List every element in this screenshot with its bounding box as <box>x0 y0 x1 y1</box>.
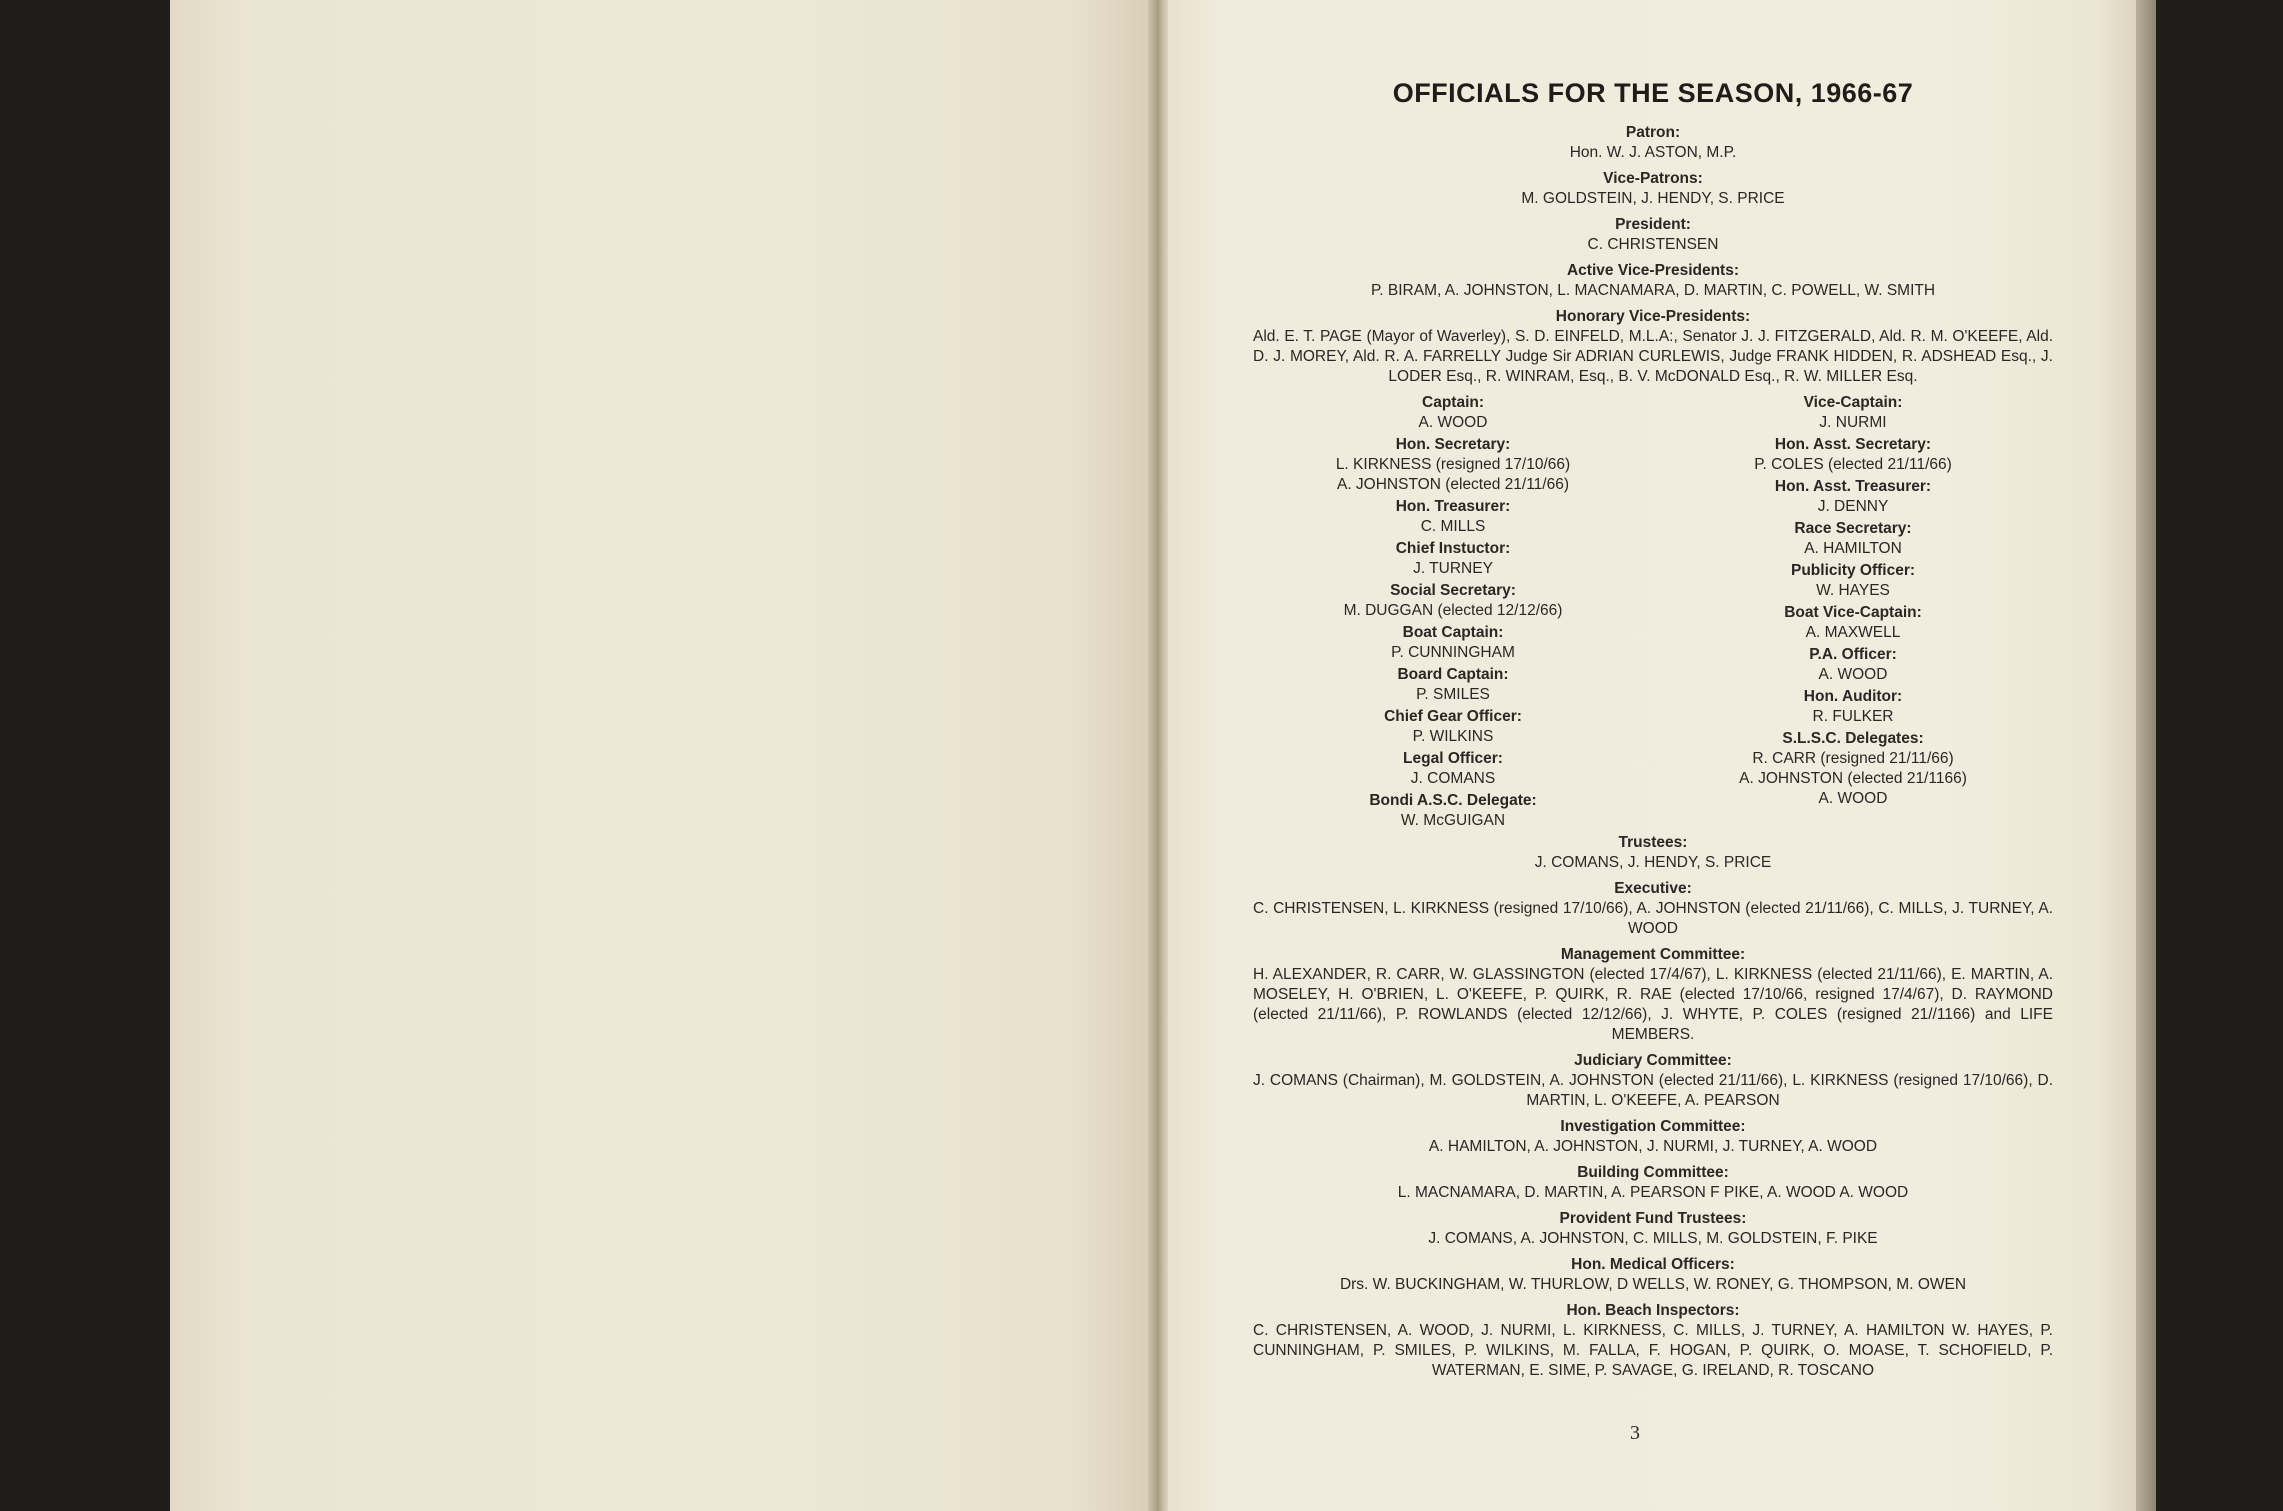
role-heading: Social Secretary: <box>1390 582 1516 599</box>
role-names: C. CHRISTENSEN <box>1587 236 1719 253</box>
role-names: J. COMANS, A. JOHNSTON, C. MILLS, M. GOLDSTEIN, F. PIKE <box>1428 1230 1878 1247</box>
role-heading: Race Secretary: <box>1794 520 1912 537</box>
role-name: A. JOHNSTON (elected 21/11/66) <box>1336 476 1570 493</box>
role-name: R. FULKER <box>1812 708 1894 725</box>
officer-section <box>1253 879 2053 939</box>
officer-section <box>1253 393 1653 433</box>
role-heading: S.L.S.C. Delegates: <box>1782 730 1924 747</box>
role-name: M. DUGGAN (elected 12/12/66) <box>1343 602 1563 619</box>
officer-section <box>1253 539 1653 579</box>
officer-section <box>1653 393 2053 433</box>
officer-section <box>1253 581 1653 621</box>
role-heading: Management Committee: <box>1560 946 1746 963</box>
role-heading: Hon. Asst. Secretary: <box>1774 436 1932 453</box>
officer-section <box>1653 561 2053 601</box>
role-heading: Hon. Medical Officers: <box>1571 1256 1735 1273</box>
role-names: L. MACNAMARA, D. MARTIN, A. PEARSON F PIKE, A. WOOD A. WOOD <box>1397 1184 1909 1201</box>
role-heading: Captain: <box>1422 394 1484 411</box>
role-names: Hon. W. J. ASTON, M.P. <box>1569 144 1737 161</box>
page-title: OFFICIALS FOR THE SEASON, 1966-67 <box>1392 78 1914 108</box>
role-names: M. GOLDSTEIN, J. HENDY, S. PRICE <box>1521 190 1785 207</box>
spacer <box>1253 1381 2053 1387</box>
officer-section <box>1653 729 2053 809</box>
role-names: A. HAMILTON, A. JOHNSTON, J. NURMI, J. TURNEY, A. WOOD <box>1428 1138 1878 1155</box>
officer-section <box>1253 665 1653 705</box>
role-name: J. DENNY <box>1817 498 1889 515</box>
role-name: A. WOOD <box>1818 790 1888 807</box>
role-heading: Executive: <box>1614 880 1692 897</box>
role-name: P. COLES (elected 21/11/66) <box>1754 456 1952 473</box>
officer-section <box>1253 169 2053 209</box>
spacer <box>1653 809 2053 811</box>
role-heading: P.A. Officer: <box>1809 646 1897 663</box>
officer-section <box>1253 623 1653 663</box>
officer-section <box>1253 1301 2053 1381</box>
role-name: P. WILKINS <box>1412 728 1494 745</box>
page-number: 3 <box>1630 1422 1640 1444</box>
bottom-sections <box>1253 833 2053 1387</box>
officer-section <box>1253 215 2053 255</box>
officer-section <box>1653 603 2053 643</box>
role-heading: Chief Gear Officer: <box>1384 708 1522 725</box>
role-heading: Provident Fund Trustees: <box>1559 1210 1747 1227</box>
book-gutter <box>1148 0 1170 1511</box>
officer-section <box>1253 1051 2053 1111</box>
page-edge <box>2136 0 2156 1511</box>
role-heading: Publicity Officer: <box>1790 562 1916 579</box>
role-name: C. MILLS <box>1420 518 1486 535</box>
role-heading: Hon. Treasurer: <box>1395 498 1511 515</box>
officer-section <box>1253 945 2053 1045</box>
role-heading: Hon. Asst. Treasurer: <box>1774 478 1932 495</box>
role-heading: Vice-Patrons: <box>1603 170 1703 187</box>
role-name: P. CUNNINGHAM <box>1391 644 1515 661</box>
role-name: R. CARR (resigned 21/11/66) <box>1752 750 1954 767</box>
officer-section <box>1253 261 2053 301</box>
role-heading: Board Captain: <box>1397 666 1509 683</box>
spacer <box>1253 831 1653 833</box>
role-name: W. McGUIGAN <box>1400 812 1506 829</box>
officer-section <box>1653 645 2053 685</box>
role-name: A. WOOD <box>1818 666 1888 683</box>
role-names: Drs. W. BUCKINGHAM, W. THURLOW, D WELLS, W. RONEY, G. THOMPSON, M. OWEN <box>1339 1276 1967 1293</box>
left-blank-page <box>170 0 1150 1511</box>
role-name: A. MAXWELL <box>1805 624 1901 641</box>
role-heading: Judiciary Committee: <box>1574 1052 1732 1069</box>
role-heading: Boat Vice-Captain: <box>1784 604 1922 621</box>
officer-section <box>1253 497 1653 537</box>
role-names: C. CHRISTENSEN, L. KIRKNESS (resigned 17/10/66), A. JOHNSTON (elected 21/11/66), C. MILLS, J. TURNEY, A. WOOD <box>1253 900 2053 937</box>
role-name: A. HAMILTON <box>1804 540 1902 557</box>
role-names: C. CHRISTENSEN, A. WOOD, J. NURMI, L. KIRKNESS, C. MILLS, J. TURNEY, A. HAMILTON W. HAYES, P. CUNNINGHAM, P. SMILES, P. WILKINS, M. FALLA, F. HOGAN, P. QUIRK, O. MOASE, T. SCHOFIELD, P. WATERMAN, E. SIME, P. SAVAGE, G. IRELAND, R. TOSCANO <box>1253 1322 2053 1379</box>
role-name: A. JOHNSTON (elected 21/1166) <box>1739 770 1967 787</box>
role-heading: Vice-Captain: <box>1803 394 1903 411</box>
role-name: J. NURMI <box>1819 414 1887 431</box>
role-heading: Hon. Auditor: <box>1803 688 1903 705</box>
role-heading: Legal Officer: <box>1403 750 1503 767</box>
officer-section <box>1253 1209 2053 1249</box>
officer-section <box>1653 477 2053 517</box>
role-heading: Bondi A.S.C. Delegate: <box>1369 792 1537 809</box>
officer-section <box>1653 687 2053 727</box>
officer-section <box>1253 707 1653 747</box>
role-heading: Building Committee: <box>1577 1164 1729 1181</box>
role-names: P. BIRAM, A. JOHNSTON, L. MACNAMARA, D. MARTIN, C. POWELL, W. SMITH <box>1370 282 1936 299</box>
role-name: L. KIRKNESS (resigned 17/10/66) <box>1335 456 1571 473</box>
role-name: W. HAYES <box>1816 582 1890 599</box>
role-name: P. SMILES <box>1416 686 1490 703</box>
role-heading: Active Vice-Presidents: <box>1566 262 1739 279</box>
role-heading: Trustees: <box>1618 834 1688 851</box>
role-heading: Hon. Beach Inspectors: <box>1566 1302 1740 1319</box>
right-officer-column <box>1653 393 2053 833</box>
role-name: J. COMANS <box>1410 770 1496 787</box>
officer-section <box>1653 519 2053 559</box>
role-heading: Boat Captain: <box>1402 624 1504 641</box>
role-names: J. COMANS (Chairman), M. GOLDSTEIN, A. JOHNSTON (elected 21/11/66), L. KIRKNESS (resigned 17/10/66), D. MARTIN, L. O'KEEFE, A. PEARSON <box>1253 1072 2053 1109</box>
left-officer-column <box>1253 393 1653 833</box>
officer-section <box>1653 435 2053 475</box>
officer-columns <box>1253 393 2053 833</box>
role-names: Ald. E. T. PAGE (Mayor of Waverley), S. D. EINFELD, M.L.A:, Senator J. J. FITZGERALD, Ald. R. M. O'KEEFE, Ald. D. J. MOREY, Ald. R. A. FARRELLY Judge Sir ADRIAN CURLEWIS, Judge FRANK HIDDEN, R. ADSHEAD Esq., J. LODER Esq., R. WINRAM, Esq., B. V. McDONALD Esq., R. W. MILLER Esq. <box>1253 328 2053 385</box>
role-heading: Hon. Secretary: <box>1395 436 1511 453</box>
role-heading: President: <box>1615 216 1691 233</box>
officer-section <box>1253 123 2053 163</box>
officer-section <box>1253 749 1653 789</box>
role-name: J. TURNEY <box>1413 560 1493 577</box>
role-heading: Patron: <box>1625 124 1681 141</box>
officer-section <box>1253 307 2053 387</box>
officials-list <box>1253 78 2053 1387</box>
role-name: A. WOOD <box>1418 414 1488 431</box>
role-heading: Honorary Vice-Presidents: <box>1555 308 1751 325</box>
role-heading: Chief Instuctor: <box>1395 540 1511 557</box>
role-heading: Investigation Committee: <box>1560 1118 1746 1135</box>
top-sections <box>1253 123 2053 393</box>
role-names: J. COMANS, J. HENDY, S. PRICE <box>1534 854 1772 871</box>
officer-section <box>1253 1117 2053 1157</box>
officer-section <box>1253 435 1653 495</box>
role-names: H. ALEXANDER, R. CARR, W. GLASSINGTON (elected 17/4/67), L. KIRKNESS (elected 21/11/66), E. MARTIN, A. MOSELEY, H. O'BRIEN, L. O'KEEFE, P. QUIRK, R. RAE (elected 17/10/66, resigned 17/4/67), D. RAYMOND (elected 21/11/66), P. ROWLANDS (elected 12/12/66), J. WHYTE, P. COLES (resigned 21//1166) and LIFE MEMBERS. <box>1253 966 2053 1043</box>
officer-section <box>1253 791 1653 831</box>
officer-section <box>1253 833 2053 873</box>
officer-section <box>1253 1255 2053 1295</box>
officer-section <box>1253 1163 2053 1203</box>
